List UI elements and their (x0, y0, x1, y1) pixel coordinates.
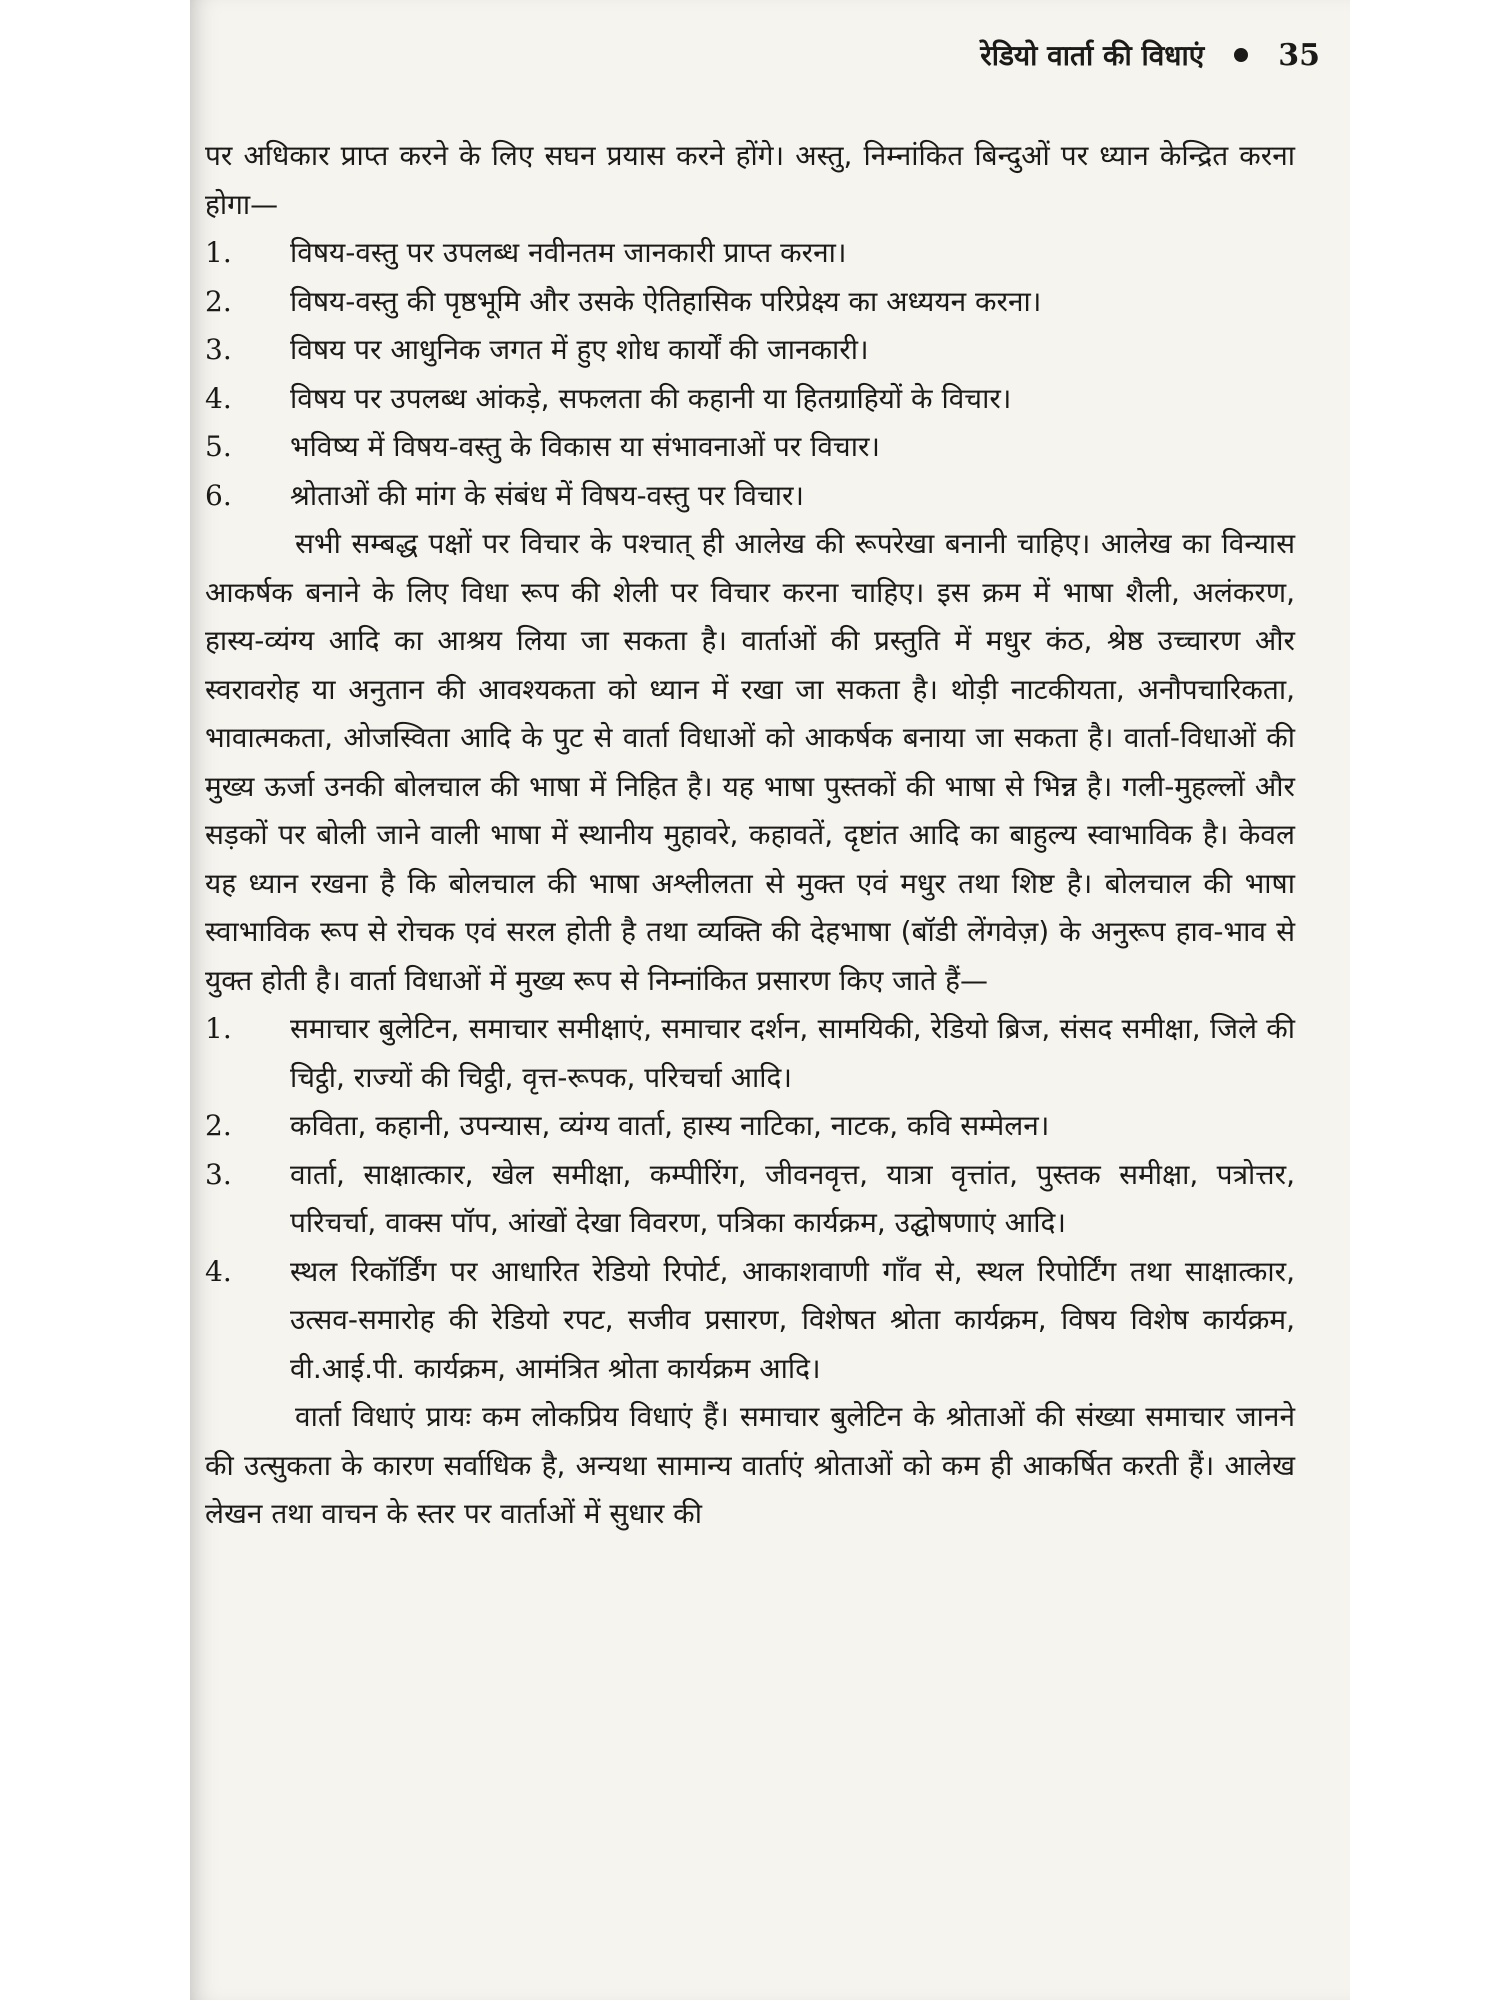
list-item-text: कविता, कहानी, उपन्यास, व्यंग्य वार्ता, हास्य नाटिका, नाटक, कवि सम्मेलन। (290, 1109, 1050, 1142)
bullet-separator (1234, 48, 1248, 62)
list-item-text: विषय पर उपलब्ध आंकड़े, सफलता की कहानी या हितग्राहियों के विचार। (290, 381, 1012, 415)
list-item (205, 472, 1295, 521)
list-item-number: 5. (205, 430, 232, 463)
list-item (205, 375, 1295, 424)
page-body (205, 132, 1295, 1539)
list-item-number: 1. (205, 1012, 232, 1045)
list-item-text: भविष्य में विषय-वस्तु के विकास या संभावनाओं पर विचार। (290, 430, 881, 463)
list-item-number: 4. (205, 381, 232, 415)
list-item-number: 2. (205, 284, 232, 318)
list-item-text: विषय-वस्तु की पृष्ठभूमि और उसके ऐतिहासिक परिप्रेक्ष्य का अध्ययन करना। (290, 284, 1042, 318)
list-item-number: 3. (205, 333, 232, 366)
list-item (205, 229, 1295, 278)
list-item-text: विषय पर आधुनिक जगत में हुए शोध कार्यों की जानकारी। (290, 333, 869, 366)
list-item-text: विषय-वस्तु पर उपलब्ध नवीनतम जानकारी प्राप्त करना। (290, 236, 847, 269)
list-item-text: श्रोताओं की मांग के संबंध में विषय-वस्तु पर विचार। (290, 478, 805, 512)
list-item (205, 326, 1295, 375)
list-item-text: वार्ता, साक्षात्कार, खेल समीक्षा, कम्पीरिंग, जीवनवृत्त, यात्रा वृत्तांत, पुस्तक समीक्षा, पत्रोत्तर, परिचर्चा, वाक्स पॉप, आंखों देखा विवरण, पत्रिका कार्यक्रम, उद्घोषणाएं आदि। (290, 1157, 1295, 1239)
intro-paragraph: पर अधिकार प्राप्त करने के लिए सघन प्रयास करने होंगे। अस्तु, निम्नांकित बिन्दुओं पर ध्यान केन्द्रित करना होगा— (205, 139, 1295, 221)
list-2 (205, 1005, 1295, 1393)
page-number: 35 (1278, 37, 1320, 73)
list-item-number: 1. (205, 236, 232, 269)
list-item (205, 1005, 1295, 1102)
list-item (205, 1102, 1295, 1151)
running-header (980, 36, 1320, 74)
body-paragraph: सभी सम्बद्ध पक्षों पर विचार के पश्चात् ही आलेख की रूपरेखा बनानी चाहिए। आलेख का विन्यास आकर्षक बनाने के लिए विधा रूप की शेली पर विचार करना चाहिए। इस क्रम में भाषा शैली, अलंकरण, हास्य-व्यंग्य आदि का आश्रय लिया जा सकता है। वार्ताओं की प्रस्तुति में मधुर कंठ, श्रेष्ठ उच्चारण और स्वरावरोह या अनुतान की आवश्यकता को ध्यान में रखा जा सकता है। थोड़ी नाटकीयता, अनौपचारिकता, भावात्मकता, ओजस्विता आदि के पुट से वार्ता विधाओं को आकर्षक बनाया जा सकता है। वार्ता-विधाओं की मुख्य ऊर्जा उनकी बोलचाल की भाषा में निहित है। यह भाषा पुस्तकों की भाषा से भिन्न है। गली-मुहल्लों और सड़कों पर बोली जाने वाली भाषा में स्थानीय मुहावरे, कहावतें, दृष्टांत आदि का बाहुल्य स्वाभाविक है। केवल यह ध्यान रखना है कि बोलचाल की भाषा अश्लीलता से मुक्त एवं मधुर तथा शिष्ट है। बोलचाल की भाषा स्वाभाविक रूप से रोचक एवं सरल होती है तथा व्यक्ति की देहभाषा (बॉडी लेंगवेज़) के अनुरूप हाव-भाव से युक्त होती है। वार्ता विधाओं में मुख्य रूप से निम्नांकित प्रसारण किए जाते हैं— (205, 527, 1295, 997)
list-item-number: 4. (205, 1254, 232, 1288)
list-item-text: समाचार बुलेटिन, समाचार समीक्षाएं, समाचार दर्शन, सामयिकी, रेडियो ब्रिज, संसद समीक्षा, जिले की चिट्ठी, राज्यों की चिट्ठी, वृत्त-रूपक, परिचर्चा आदि। (290, 1012, 1295, 1094)
list-1 (205, 229, 1295, 520)
list-item (205, 1248, 1295, 1394)
list-item-number: 3. (205, 1157, 232, 1191)
list-item (205, 278, 1295, 327)
chapter-title: रेडियो वार्ता की विधाएं (980, 39, 1205, 72)
list-item-text: स्थल रिकॉर्डिंग पर आधारित रेडियो रिपोर्ट, आकाशवाणी गाँव से, स्थल रिपोर्टिंग तथा साक्षात्कार, उत्सव-समारोह की रेडियो रपट, सजीव प्रसारण, विशेषत श्रोता कार्यक्रम, विषय विशेष कार्यक्रम, वी.आई.पी. कार्यक्रम, आमंत्रित श्रोता कार्यक्रम आदि। (290, 1254, 1295, 1385)
closing-paragraph: वार्ता विधाएं प्रायः कम लोकप्रिय विधाएं हैं। समाचार बुलेटिन के श्रोताओं की संख्या समाचार जानने की उत्सुकता के कारण सर्वाधिक है, अन्यथा सामान्य वार्ताएं श्रोताओं को कम ही आकर्षित करती हैं। आलेख लेखन तथा वाचन के स्तर पर वार्ताओं में सुधार की (205, 1400, 1295, 1530)
list-item-number: 6. (205, 478, 232, 512)
list-item (205, 423, 1295, 472)
list-item (205, 1151, 1295, 1248)
list-item-number: 2. (205, 1109, 232, 1142)
